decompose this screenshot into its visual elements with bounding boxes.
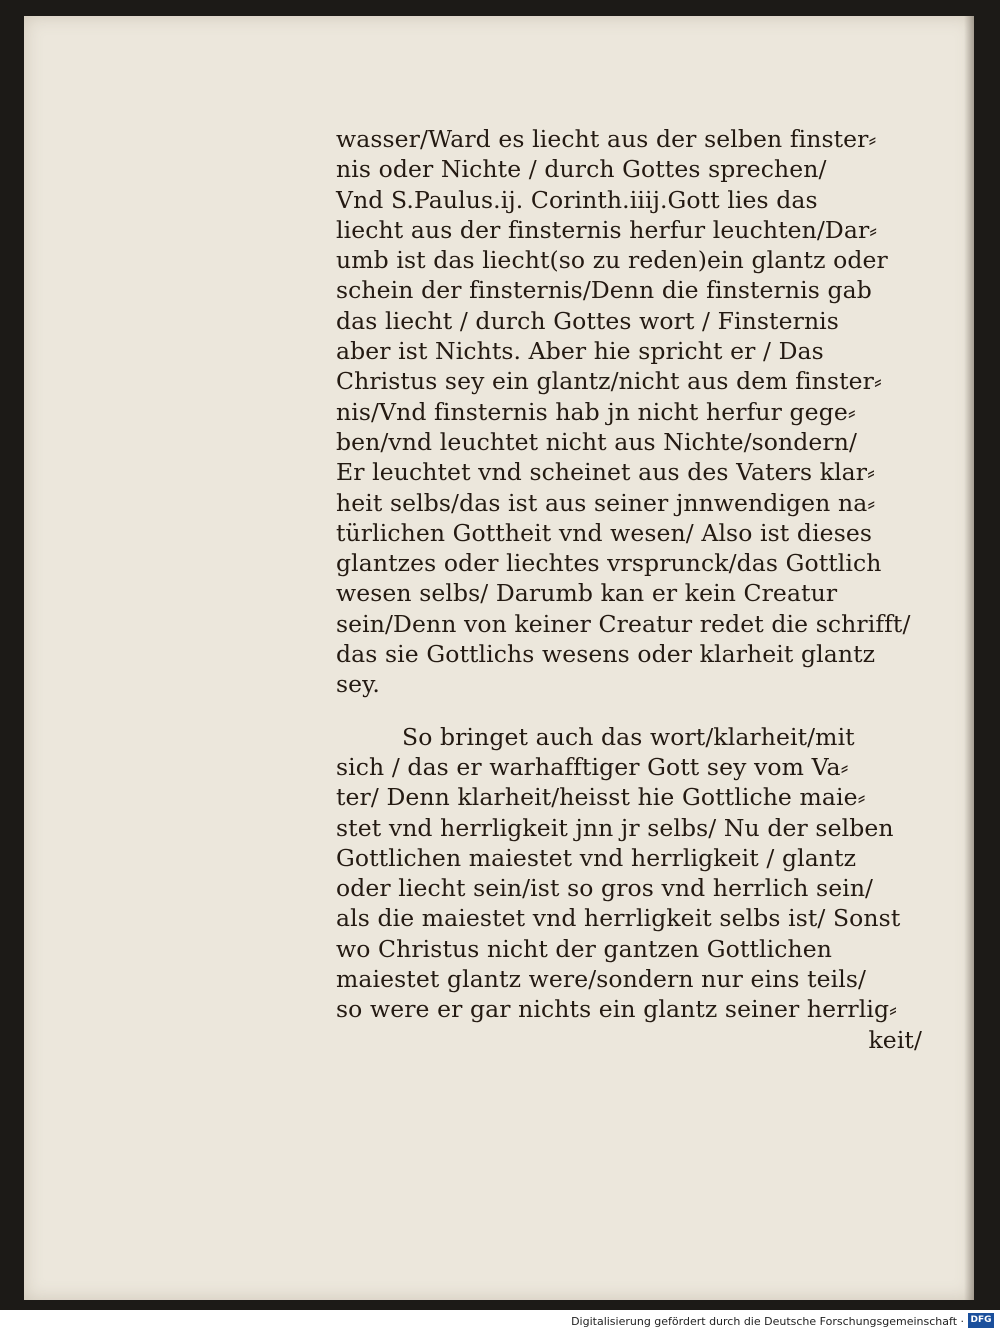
text-line: wo Christus nicht der gantzen Gottlichen — [336, 934, 832, 963]
text-line: sey. — [336, 670, 380, 699]
text-line: oder liecht sein/ist so gros vnd herrlich sein/ — [336, 874, 874, 903]
text-line: das sie Gottlichs wesens oder klarheit glantz — [336, 640, 876, 669]
text-line: ter/ Denn klarheit/heisst hie Gottliche maie⸗ — [336, 783, 866, 812]
text-line: aber ist Nichts. Aber hie spricht er / Das — [336, 337, 824, 366]
text-line: wesen selbs/ Darumb kan er kein Creatur — [336, 579, 838, 608]
text-line: schein der finsternis/Denn die finsternis gab — [336, 276, 872, 305]
text-line: ben/vnd leuchtet nicht aus Nichte/sondern/ — [336, 427, 858, 456]
dfg-logo-icon: DFG — [968, 1313, 994, 1328]
book-page — [24, 16, 974, 1300]
text-line: Vnd S.Paulus.ij. Corinth.iiij.Gott lies das — [336, 185, 818, 214]
page-edge-shadow — [964, 16, 974, 1300]
text-line: nis/Vnd finsternis hab jn nicht herfur gege⸗ — [336, 397, 856, 426]
text-line: umb ist das liecht(so zu reden)ein glantz oder — [336, 246, 888, 275]
paragraph-2 — [336, 722, 922, 1055]
text-line: das liecht / durch Gottes wort / Finsternis — [336, 306, 839, 335]
funding-notice: Digitalisierung gefördert durch die Deutsche Forschungsgemeinschaft · — [571, 1315, 964, 1328]
text-line: sein/Denn von keiner Creatur redet die schrifft/ — [336, 609, 911, 638]
text-line: liecht aus der finsternis herfur leuchten/Dar⸗ — [336, 215, 878, 244]
text-line: So bringet auch das wort/klarheit/mit — [402, 722, 855, 751]
text-line: türlichen Gottheit vnd wesen/ Also ist dieses — [336, 518, 873, 547]
paragraph-1 — [336, 124, 922, 700]
text-line: so were er gar nichts ein glantz seiner herrlig⸗ — [336, 995, 898, 1024]
text-line: heit selbs/das ist aus seiner jnnwendigen na⸗ — [336, 488, 876, 517]
blackletter-text-block — [336, 124, 922, 1055]
text-line: Er leuchtet vnd scheinet aus des Vaters klar⸗ — [336, 458, 876, 487]
text-line: sich / das er warhafftiger Gott sey vom Va⸗ — [336, 752, 849, 781]
text-line: stet vnd herrligkeit jnn jr selbs/ Nu der selben — [336, 813, 894, 842]
text-line: glantzes oder liechtes vrsprunck/das Gottlich — [336, 549, 882, 578]
text-line: als die maiestet vnd herrligkeit selbs ist/ Sonst — [336, 904, 901, 933]
text-line: maiestet glantz were/sondern nur eins teils/ — [336, 965, 867, 994]
text-line: Christus sey ein glantz/nicht aus dem finster⸗ — [336, 367, 882, 396]
text-line: wasser/Ward es liecht aus der selben finster⸗ — [336, 125, 877, 153]
text-line: nis oder Nichte / durch Gottes sprechen/ — [336, 155, 827, 184]
digitization-footer — [0, 1310, 1000, 1333]
catchword: keit/ — [868, 1025, 922, 1054]
text-line: Gottlichen maiestet vnd herrligkeit / glantz — [336, 843, 857, 872]
